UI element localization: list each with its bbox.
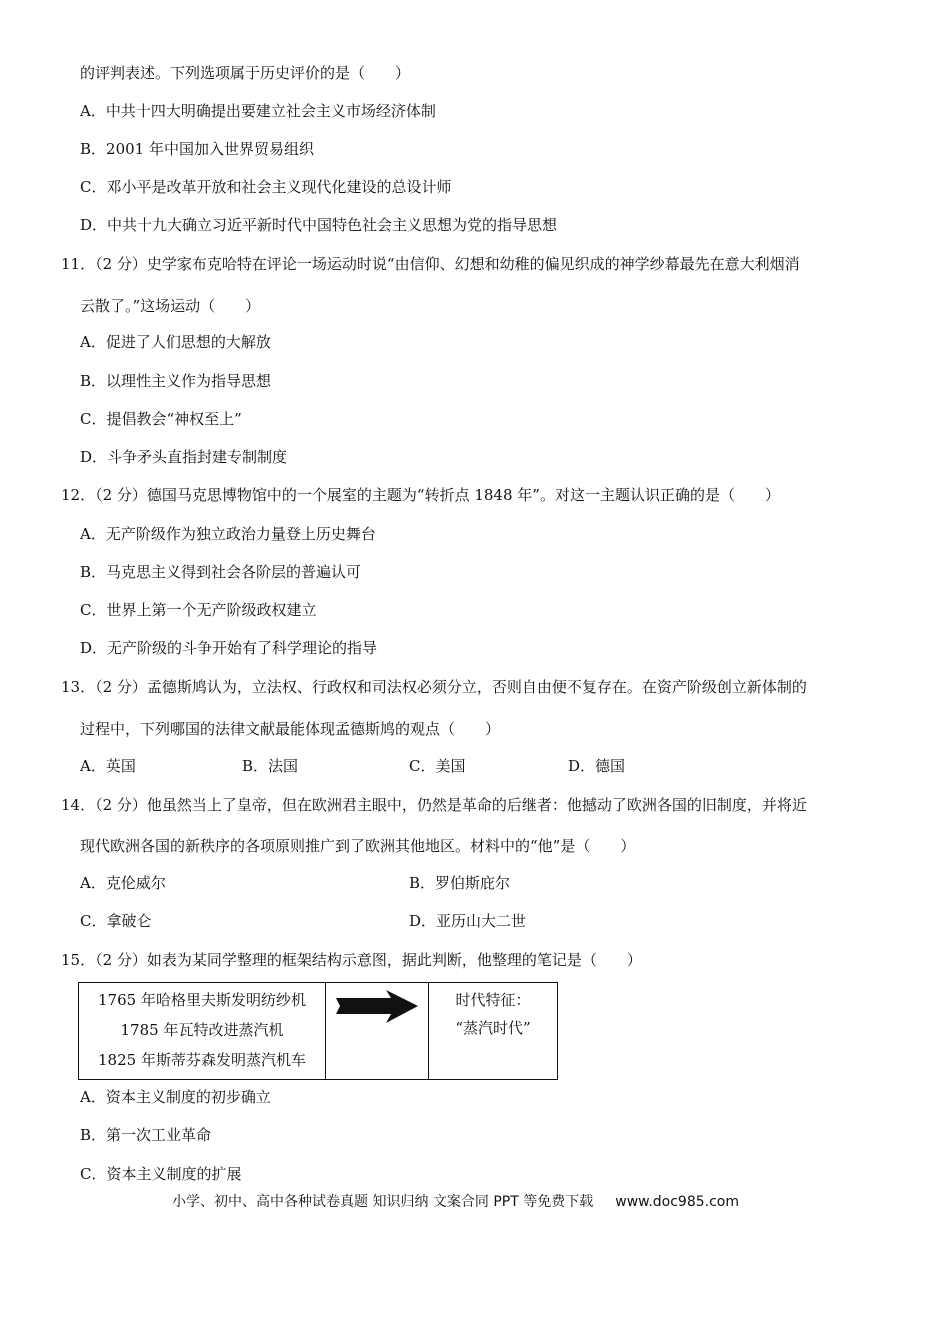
q12-option-b[interactable]: B．马克思主义得到社会各阶层的普遍认可 — [80, 563, 362, 581]
q13-option-c[interactable]: C．美国 — [409, 757, 466, 775]
footer-text: 小学、初中、高中各种试卷真题 知识归纳 文案合同 PPT 等免费下载 — [172, 1194, 594, 1210]
events-cell — [79, 983, 326, 1080]
q14-option-a[interactable]: A．克伦威尔 — [80, 874, 166, 892]
arrow-cell — [326, 983, 429, 1080]
right-arrow-icon — [326, 985, 428, 1025]
q14-stem-line1: 14．（2 分）他虽然当上了皇帝，但在欧洲君主眼中，仍然是革命的后继者：他撼动了欧洲各国的旧制度，并将近 — [61, 796, 807, 814]
q12-option-c[interactable]: C．世界上第一个无产阶级政权建立 — [80, 601, 317, 619]
event-item: 1765 年哈格里夫斯发明纺纱机 — [98, 991, 306, 1009]
era-label: 时代特征： — [455, 991, 531, 1009]
q11-option-a[interactable]: A．促进了人们思想的大解放 — [80, 333, 271, 351]
page-footer — [172, 1191, 739, 1211]
q13-options — [80, 756, 680, 776]
q13-option-a[interactable]: A．英国 — [80, 757, 136, 775]
q15-stem: 15．（2 分）如表为某同学整理的框架结构示意图，据此判断，他整理的笔记是（ ） — [61, 951, 642, 969]
q11-option-c[interactable]: C．提倡教会“神权至上” — [80, 410, 242, 428]
q14-option-d[interactable]: D．亚历山大二世 — [409, 912, 527, 930]
q14-stem-line2: 现代欧洲各国的新秩序的各项原则推广到了欧洲其他地区。材料中的“他”是（ ） — [80, 837, 636, 855]
q14-option-c[interactable]: C．拿破仑 — [80, 912, 152, 930]
q10-option-d[interactable]: D．中共十九大确立习近平新时代中国特色社会主义思想为党的指导思想 — [80, 216, 558, 234]
q14-option-b[interactable]: B．罗伯斯庇尔 — [409, 874, 511, 892]
q15-option-a[interactable]: A．资本主义制度的初步确立 — [80, 1088, 271, 1106]
framework-diagram-table — [78, 982, 558, 1080]
era-cell — [429, 983, 558, 1080]
q13-option-d[interactable]: D．德国 — [568, 757, 626, 775]
q13-stem-line2: 过程中，下列哪国的法律文献最能体现孟德斯鸠的观点（ ） — [80, 720, 501, 738]
q11-option-b[interactable]: B．以理性主义作为指导思想 — [80, 372, 272, 390]
footer-url-link[interactable]: www.doc985.com — [615, 1194, 739, 1210]
q10-option-b[interactable]: B．2001 年中国加入世界贸易组织 — [80, 140, 314, 158]
q10-option-a[interactable]: A．中共十四大明确提出要建立社会主义市场经济体制 — [80, 102, 436, 120]
q15-option-c[interactable]: C．资本主义制度的扩展 — [80, 1165, 242, 1183]
q15-option-b[interactable]: B．第一次工业革命 — [80, 1126, 212, 1144]
q11-stem-line2: 云散了。”这场运动（ ） — [80, 297, 261, 315]
era-value: “蒸汽时代” — [455, 1019, 531, 1037]
q13-stem-line1: 13．（2 分）孟德斯鸠认为，立法权、行政权和司法权必须分立，否则自由便不复存在。在资产阶级创立新体制的 — [61, 678, 807, 696]
q11-stem-line1: 11．（2 分）史学家布克哈特在评论一场运动时说“由信仰、幻想和幼稚的偏见织成的神学纱幕最先在意大利烟消 — [61, 255, 800, 273]
event-item: 1785 年瓦特改进蒸汽机 — [120, 1021, 284, 1039]
event-item: 1825 年斯蒂芬森发明蒸汽机车 — [98, 1051, 306, 1069]
q12-option-d[interactable]: D．无产阶级的斗争开始有了科学理论的指导 — [80, 639, 378, 657]
q12-stem: 12．（2 分）德国马克思博物馆中的一个展室的主题为“转折点 1848 年”。对这一主题认识正确的是（ ） — [61, 486, 780, 504]
q10-stem-end: 的评判表述。下列选项属于历史评价的是（ ） — [80, 64, 411, 82]
q10-option-c[interactable]: C．邓小平是改革开放和社会主义现代化建设的总设计师 — [80, 178, 452, 196]
q12-option-a[interactable]: A．无产阶级作为独立政治力量登上历史舞台 — [80, 525, 376, 543]
q13-option-b[interactable]: B．法国 — [242, 757, 299, 775]
q11-option-d[interactable]: D．斗争矛头直指封建专制制度 — [80, 448, 288, 466]
